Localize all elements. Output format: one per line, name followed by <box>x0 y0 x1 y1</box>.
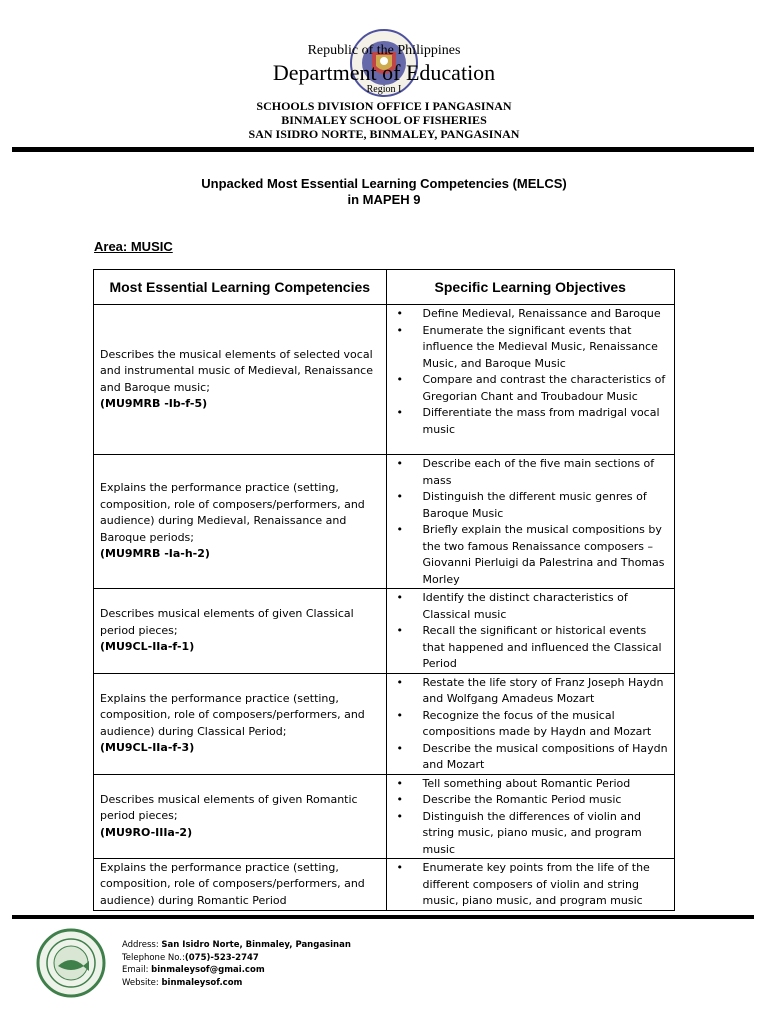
objectives-cell <box>386 859 674 911</box>
school-address: SAN ISIDRO NORTE, BINMALEY, PANGASINAN <box>248 127 520 141</box>
objectives-cell <box>386 455 674 589</box>
list-item: • Distinguish the differences of violin and string music, piano music, and program music <box>395 809 670 859</box>
table-row <box>94 455 675 589</box>
list-item: • Recognize the focus of the musical compositions made by Haydn and Mozart <box>395 708 670 741</box>
competency-code: (MU9RO-IIIa-2) <box>100 825 193 839</box>
objectives-cell <box>386 305 674 455</box>
division-office: SCHOOLS DIVISION OFFICE I PANGASINAN <box>256 99 512 113</box>
list-item: • Tell something about Romantic Period <box>395 776 670 793</box>
header-objectives: Specific Learning Objectives <box>386 270 674 305</box>
contact-info <box>122 939 351 989</box>
contact-phone: Telephone No.:(075)-523-2747 <box>122 952 259 963</box>
contact-email: Email: binmaleysof@gmai.com <box>122 965 265 975</box>
area-label: Area: MUSIC <box>94 239 173 254</box>
list-item: • Distinguish the different music genres of Baroque Music <box>395 489 670 522</box>
competency-cell <box>94 673 387 774</box>
title-line-2: in MAPEH 9 <box>347 192 421 207</box>
competency-code: (MU9MRB -Ia-h-2) <box>100 547 210 561</box>
department-name: Department of Education <box>272 60 496 85</box>
list-item: • Define Medieval, Renaissance and Baroque <box>395 306 670 323</box>
table-row <box>94 673 675 774</box>
list-item: • Identify the distinct characteristics of Classical music <box>395 590 670 623</box>
competency-cell <box>94 305 387 455</box>
list-item: • Differentiate the mass from madrigal vocal music <box>395 405 670 438</box>
document-title <box>0 176 768 208</box>
table-row <box>94 305 675 455</box>
list-item: • Recall the significant or historical events that happened and influenced the Classical Period <box>395 623 670 673</box>
competency-text: Explains the performance practice (setting, composition, role of composers/performers, and audience) during Classical Period; <box>100 691 365 738</box>
letterhead <box>0 28 768 140</box>
republic-line: Republic of the Philippines <box>307 43 461 58</box>
competency-text: Explains the performance practice (setting, composition, role of composers/performers, and audience) during Romantic Period <box>100 860 365 907</box>
competency-code: (MU9MRB -Ib-f-5) <box>100 397 208 410</box>
competency-code: (MU9CL-IIa-f-1) <box>100 640 195 653</box>
objectives-cell <box>386 673 674 774</box>
competency-text: Describes the musical elements of selected vocal and instrumental music of Medieval, Renaissance and Baroque music; <box>100 347 373 394</box>
competency-text: Describes musical elements of given Classical period pieces; <box>100 607 354 637</box>
table-row <box>94 859 675 911</box>
competency-cell <box>94 859 387 911</box>
table-row <box>94 774 675 859</box>
region-line: Region I <box>366 84 402 95</box>
objectives-cell <box>386 774 674 859</box>
title-line-1: Unpacked Most Essential Learning Competencies (MELCS) <box>201 176 567 191</box>
table-row <box>94 589 675 674</box>
header-divider <box>12 147 754 152</box>
list-item: • Enumerate key points from the life of the different composers of violin and string music, piano music, and program music <box>395 860 670 910</box>
list-item: • Describe the musical compositions of Haydn and Mozart <box>395 741 670 774</box>
objectives-cell <box>386 589 674 674</box>
competency-text: Describes musical elements of given Romantic period pieces; <box>100 792 358 822</box>
contact-address: Address: San Isidro Norte, Binmaley, Pangasinan <box>122 940 351 950</box>
contact-website: Website: binmaleysof.com <box>122 977 243 988</box>
competency-text: Explains the performance practice (setting, composition, role of composers/performers, and audience) during Medieval, Renaissance and Baroque periods; <box>100 481 365 544</box>
list-item: • Enumerate the significant events that influence the Medieval Music, Renaissance Music, and Baroque Music <box>395 323 670 373</box>
competency-cell <box>94 589 387 674</box>
melc-table <box>93 269 675 911</box>
list-item: • Describe the Romantic Period music <box>395 792 670 809</box>
footer <box>0 928 768 1018</box>
footer-divider <box>12 915 754 919</box>
school-seal-icon <box>36 928 106 998</box>
school-name: BINMALEY SCHOOL OF FISHERIES <box>281 113 487 127</box>
header-competencies: Most Essential Learning Competencies <box>94 270 387 305</box>
list-item: • Describe each of the five main sections of mass <box>395 456 670 489</box>
list-item: • Briefly explain the musical compositions by the two famous Renaissance composers – Giovanni Pierluigi da Palestrina and Thomas Morley <box>395 522 670 588</box>
list-item: • Restate the life story of Franz Joseph Haydn and Wolfgang Amadeus Mozart <box>395 675 670 708</box>
competency-code: (MU9CL-IIa-f-3) <box>100 741 195 754</box>
competency-cell <box>94 774 387 859</box>
competency-cell <box>94 455 387 589</box>
list-item: • Compare and contrast the characteristics of Gregorian Chant and Troubadour Music <box>395 372 670 405</box>
